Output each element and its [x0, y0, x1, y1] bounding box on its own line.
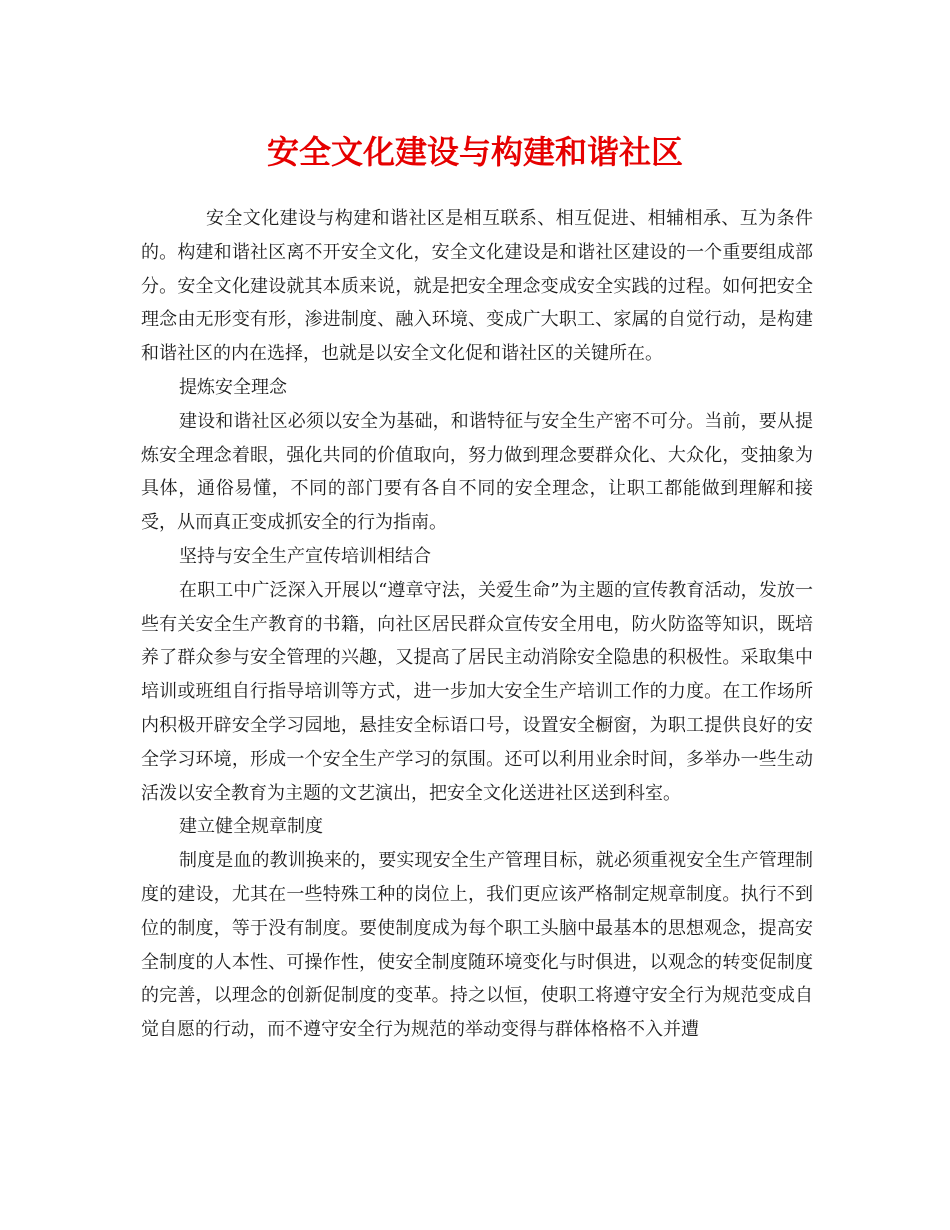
paragraph-rules-regulations: 制度是血的教训换来的，要实现安全生产管理目标，就必须重视安全生产管理制度的建设，尤其在一些特殊工种的岗位上，我们更应该严格制定规章制度。执行不到位的制度，等于没有制度。要使制度成为每个职工头脑中最基本的思想观念，提高安全制度的人本性、可操作性，使安全制度随环境变化与时俱进，以观念的转变促制度的完善，以理念的创新促制度的变革。持之以恒，使职工将遵守安全行为规范变成自觉自愿的行动，而不遵守安全行为规范的举动变得与群体格格不入并遭 — [141, 850, 813, 1041]
section-heading-rules-regulations: 建立健全规章制度 — [179, 816, 323, 838]
document-title: 安全文化建设与构建和谐社区 — [266, 133, 683, 171]
paragraph-intro: 安全文化建设与构建和谐社区是相互联系、相互促进、相辅相承、互为条件的。构建和谐社区离不开安全文化，安全文化建设是和谐社区建设的一个重要组成部分。安全文化建设就其本质来说，就是把安全理念变成安全实践的过程。如何把安全理念由无形变有形，渗进制度、融入环境、变成广大职工、家属的自觉行动，是构建和谐社区的内在选择，也就是以安全文化促和谐社区的关键所在。 — [141, 208, 813, 365]
section-heading-safety-concept: 提炼安全理念 — [179, 376, 287, 398]
document-body — [141, 202, 813, 1047]
paragraph-safety-concept: 建设和谐社区必须以安全为基础，和谐特征与安全生产密不可分。当前，要从提炼安全理念着眼，强化共同的价值取向，努力做到理念要群众化、大众化，变抽象为具体，通俗易懂，不同的部门要有各自不同的安全理念，让职工都能做到理解和接受，从而真正变成抓安全的行为指南。 — [141, 410, 813, 534]
section-heading-publicity-training: 坚持与安全生产宣传培训相结合 — [179, 545, 431, 567]
paragraph-publicity-training: 在职工中广泛深入开展以“遵章守法，关爱生命”为主题的宣传教育活动，发放一些有关安全生产教育的书籍，向社区居民群众宣传安全用电，防火防盗等知识，既培养了群众参与安全管理的兴趣，又提高了居民主动消除安全隐患的积极性。采取集中培训或班组自行指导培训等方式，进一步加大安全生产培训工作的力度。在工作场所内积极开辟安全学习园地，悬挂安全标语口号，设置安全橱窗，为职工提供良好的安全学习环境，形成一个安全生产学习的氛围。还可以利用业余时间，多举办一些生动活泼以安全教育为主题的文艺演出，把安全文化送进社区送到科室。 — [141, 579, 813, 804]
